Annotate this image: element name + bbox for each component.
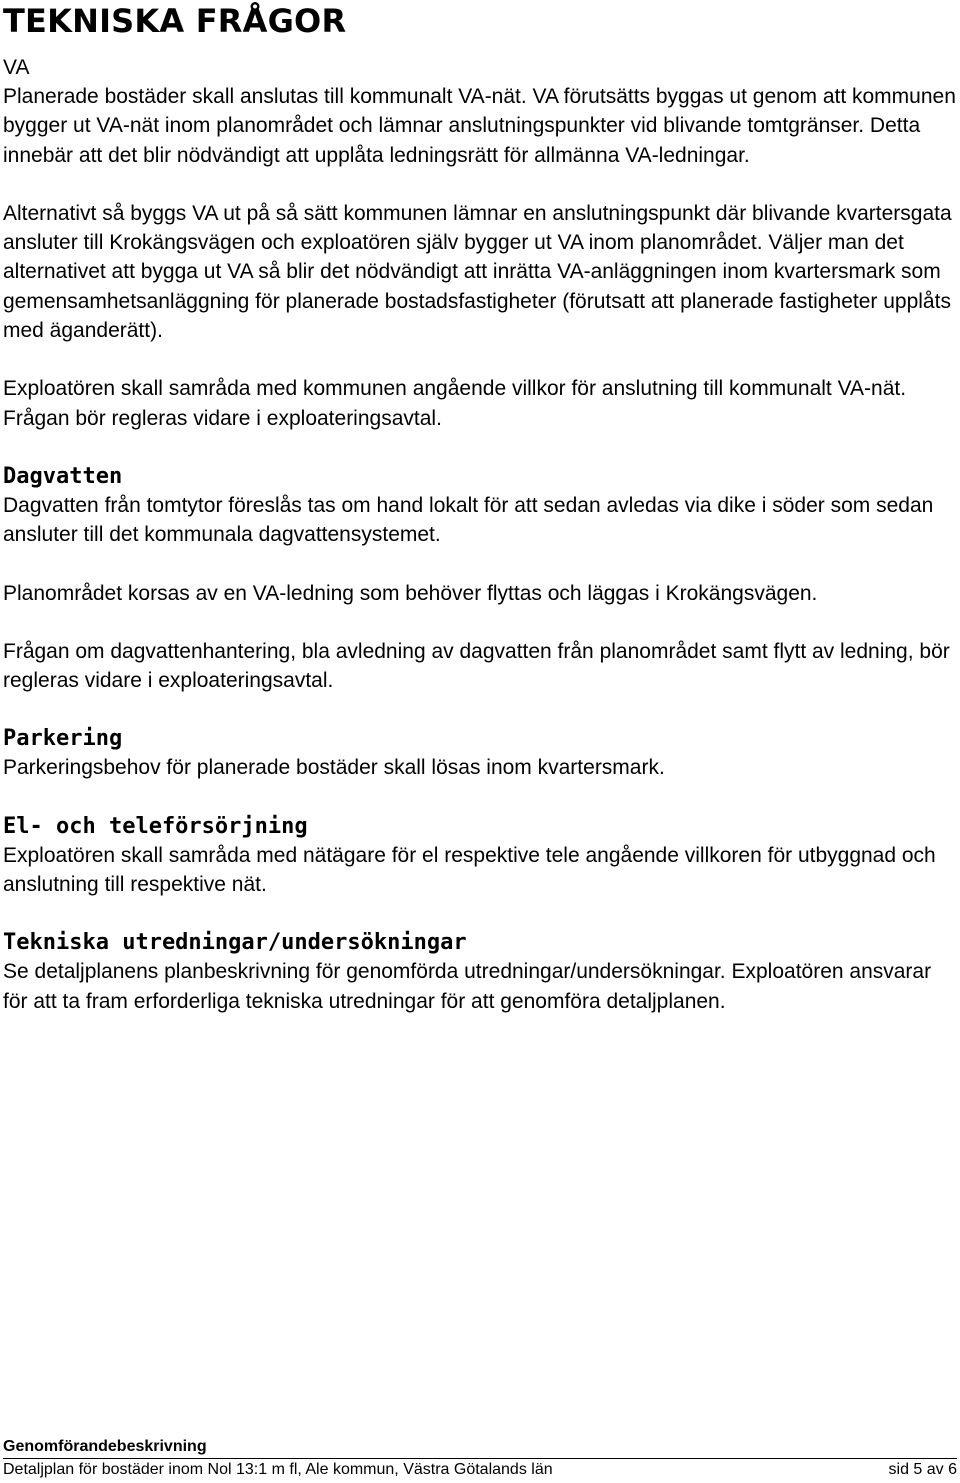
va-paragraph-3: Exploatören skall samråda med kommunen angående villkor för anslutning till kommunalt VA-nät. Frågan bör regleras vidare i exploateringsavtal. [3,377,907,430]
page-title: TEKNISKA FRÅGOR [3,2,347,40]
footer-subtitle: Detaljplan för bostäder inom Nol 13:1 m fl, Ale kommun, Västra Götalands län [3,1461,553,1478]
section-heading-va: VA [3,56,30,79]
parkering-paragraph-1: Parkeringsbehov för planerade bostäder skall lösas inom kvartersmark. [3,756,665,780]
dagvatten-paragraph-1: Dagvatten från tomtytor föreslås tas om hand lokalt för att sedan avledas via dike i söder som sedan ansluter till det kommunala dagvattensystemet. [3,493,934,547]
section-heading-el-tele: El- och teleförsörjning [3,813,308,839]
el-tele-paragraph-1: Exploatören skall samråda med nätägare för el respektive tele angående villkoren för utbyggnad och anslutning till respektive nät. [3,843,936,897]
section-heading-parkering: Parkering [3,726,123,752]
section-heading-dagvatten: Dagvatten [3,463,123,489]
va-paragraph-2: Alternativt så byggs VA ut på så sätt kommunen lämnar en anslutningspunkt där blivande kvartersgata ansluter till Krokängsvägen och exploatören själv bygger ut VA inom planområdet. Väljer man det alternativet att bygga ut VA så blir det nödvändigt att inrätta VA-anläggningen inom kvartersmark som gemensamhetsanläggning för planerade bostadsfastigheter (förutsatt att planerade fastigheter upplåts med äganderätt). [3,201,952,343]
document-page [3,0,957,1016]
footer-row [3,1458,957,1481]
footer-title: Genomförandebeskrivning [3,1438,207,1455]
tekniska-utredningar-paragraph-1: Se detaljplanens planbeskrivning för genomförda utredningar/undersökningar. Exploatören ansvarar för att ta fram erforderliga tekniska utredningar för att genomföra detaljplanen. [3,960,932,1013]
va-paragraph-1: Planerade bostäder skall anslutas till kommunalt VA-nät. VA förutsätts byggas ut genom att kommunen bygger ut VA-nät inom planområdet och lämnar anslutningspunkter vid blivande tomtgränser. Detta innebär att det blir nödvändigt att upplåta ledningsrätt för allmänna VA-ledningar. [3,85,956,167]
page-footer [3,1436,957,1481]
section-heading-tekniska-utredningar: Tekniska utredningar/undersökningar [3,930,467,956]
page-number: sid 5 av 6 [888,1461,957,1478]
dagvatten-paragraph-3: Frågan om dagvattenhantering, bla avledning av dagvatten från planområdet samt flytt av ledning, bör regleras vidare i exploateringsavtal. [3,639,950,693]
dagvatten-paragraph-2: Planområdet korsas av en VA-ledning som behöver flyttas och läggas i Krokängsvägen. [3,581,818,605]
